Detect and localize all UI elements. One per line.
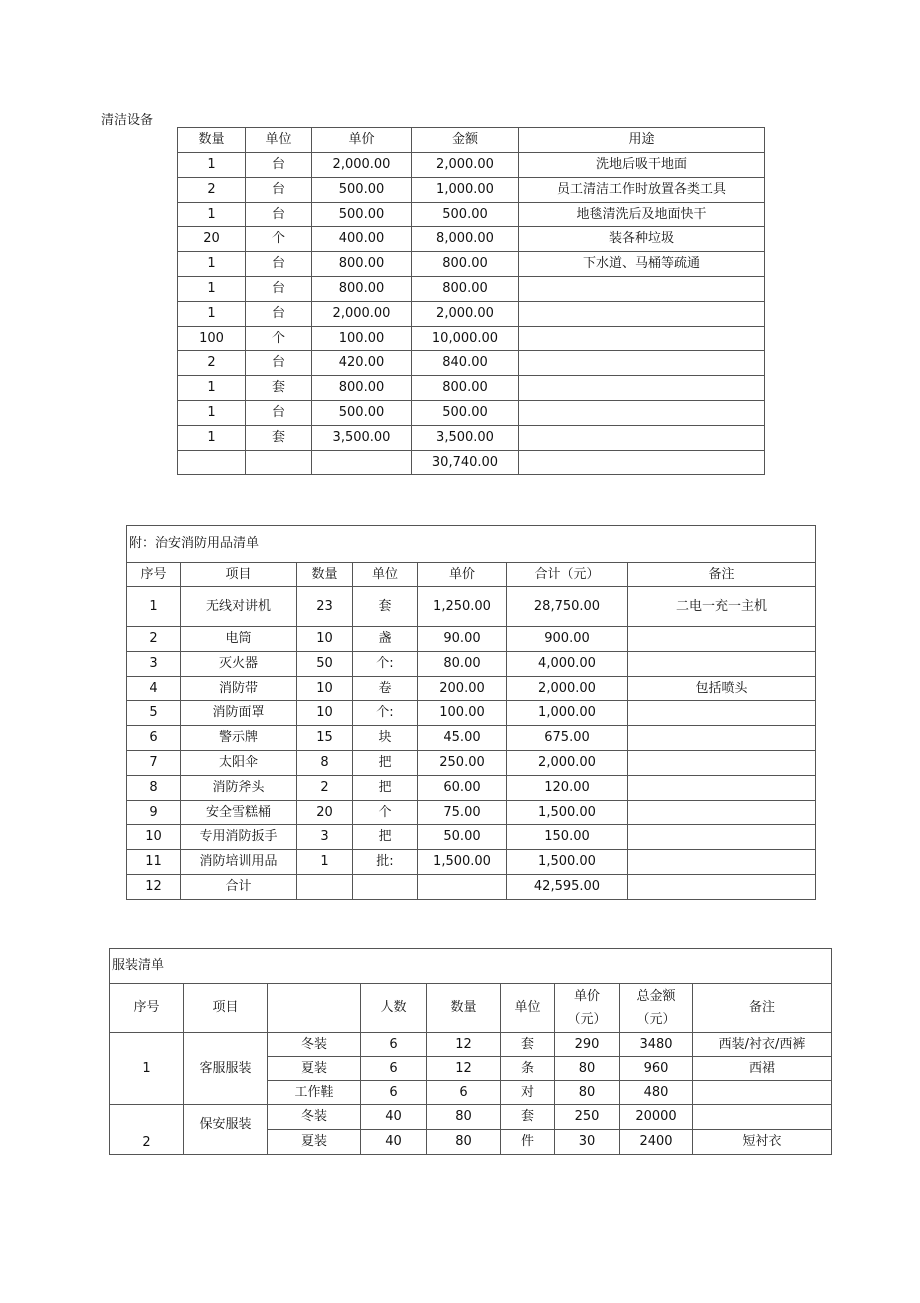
fire-header-row [127, 563, 816, 587]
table-cell: 件 [501, 1130, 555, 1155]
total-header-line2: （元） [636, 1011, 676, 1027]
table-cell: 800.00 [412, 376, 519, 401]
table-cell [519, 450, 765, 475]
table-row [178, 351, 765, 376]
table-cell: 3 [297, 825, 353, 850]
header-cell: 备注 [628, 563, 816, 587]
cleaning-section-title: 清洁设备 [101, 113, 154, 128]
uniform-table [109, 948, 832, 1155]
table-cell: 420.00 [312, 351, 412, 376]
table-cell: 装各种垃圾 [519, 227, 765, 252]
table-cell: 个: [353, 651, 418, 676]
table-cell: 12 [127, 874, 181, 899]
header-cell: 人数 [361, 984, 427, 1033]
table-cell: 12 [427, 1033, 501, 1057]
header-cell: 序号 [127, 563, 181, 587]
table-cell [628, 750, 816, 775]
table-cell: 卷 [353, 676, 418, 701]
table-cell: 840.00 [412, 351, 519, 376]
table-cell: 1,500.00 [507, 800, 628, 825]
table-cell: 5 [127, 701, 181, 726]
table-cell: 员工清洁工作时放置各类工具 [519, 177, 765, 202]
table-cell: 8 [297, 750, 353, 775]
table-row [127, 726, 816, 751]
table-cell: 3,500.00 [312, 425, 412, 450]
table-cell: 800.00 [312, 376, 412, 401]
table-row [127, 651, 816, 676]
table-cell: 60.00 [418, 775, 507, 800]
table-cell: 1 [127, 587, 181, 627]
table-cell: 1 [178, 400, 246, 425]
header-cell: 数量 [178, 128, 246, 153]
table-cell: 消防带 [181, 676, 297, 701]
table-cell: 8 [127, 775, 181, 800]
header-cell: 单位 [246, 128, 312, 153]
table-cell: 10,000.00 [412, 326, 519, 351]
table-cell: 80 [555, 1057, 620, 1081]
header-cell: 数量 [297, 563, 353, 587]
table-row [178, 326, 765, 351]
table-cell: 消防培训用品 [181, 850, 297, 875]
group-item-cell: 客服服装 [184, 1033, 268, 1105]
table-cell: 400.00 [312, 227, 412, 252]
table-cell: 套 [246, 376, 312, 401]
table-cell: 250 [555, 1105, 620, 1130]
table-row [178, 376, 765, 401]
table-cell: 6 [361, 1057, 427, 1081]
table-cell: 台 [246, 177, 312, 202]
table-cell: 80 [555, 1081, 620, 1105]
table-row [178, 301, 765, 326]
table-cell: 盏 [353, 627, 418, 652]
table-cell: 二电一充一主机 [628, 587, 816, 627]
table-row [178, 276, 765, 301]
table-cell [519, 376, 765, 401]
table-cell: 4 [127, 676, 181, 701]
table-cell: 45.00 [418, 726, 507, 751]
table-cell: 3,500.00 [412, 425, 519, 450]
table-row [178, 202, 765, 227]
table-cell: 900.00 [507, 627, 628, 652]
table-row [178, 227, 765, 252]
table-cell [178, 450, 246, 475]
table-cell: 2 [178, 351, 246, 376]
table-cell: 28,750.00 [507, 587, 628, 627]
table-cell: 地毯清洗后及地面快干 [519, 202, 765, 227]
table-cell: 个 [246, 326, 312, 351]
table-cell: 500.00 [312, 202, 412, 227]
cleaning-equipment-table [177, 127, 765, 475]
table-row [178, 153, 765, 178]
fire-safety-table [126, 525, 816, 900]
header-cell [620, 984, 693, 1033]
table-cell: 1 [178, 202, 246, 227]
table-cell [693, 1105, 832, 1130]
table-row [127, 825, 816, 850]
table-cell: 40 [361, 1130, 427, 1155]
table-cell: 2,000.00 [507, 676, 628, 701]
table-cell: 800.00 [312, 252, 412, 277]
header-cell: 单位 [501, 984, 555, 1033]
table-cell [628, 775, 816, 800]
header-cell: 单价 [418, 563, 507, 587]
table-cell: 把 [353, 750, 418, 775]
table-cell: 冬装 [268, 1033, 361, 1057]
table-cell [628, 701, 816, 726]
table-cell: 套 [501, 1033, 555, 1057]
table-cell: 500.00 [412, 202, 519, 227]
table-cell: 675.00 [507, 726, 628, 751]
header-cell: 数量 [427, 984, 501, 1033]
table-cell [628, 651, 816, 676]
table-row [178, 400, 765, 425]
table-cell: 200.00 [418, 676, 507, 701]
table-cell: 西装/衬衣/西裤 [693, 1033, 832, 1057]
table-cell [519, 425, 765, 450]
table-cell: 10 [297, 676, 353, 701]
table-cell: 30 [555, 1130, 620, 1155]
table-cell: 电筒 [181, 627, 297, 652]
table-cell [353, 874, 418, 899]
table-cell: 6 [361, 1081, 427, 1105]
table-cell: 50.00 [418, 825, 507, 850]
table-cell [628, 825, 816, 850]
table-cell: 6 [361, 1033, 427, 1057]
table-cell: 个: [353, 701, 418, 726]
table-cell: 80.00 [418, 651, 507, 676]
table-cell: 800.00 [412, 276, 519, 301]
group-item-cell: 保安服装 [184, 1105, 268, 1155]
table-cell: 1 [178, 425, 246, 450]
fire-section-title: 附：治安消防用品清单 [127, 526, 816, 563]
table-cell: 个 [353, 800, 418, 825]
group-seq-cell: 1 [110, 1033, 184, 1105]
table-cell: 2 [178, 177, 246, 202]
table-cell: 专用消防扳手 [181, 825, 297, 850]
table-cell: 1,000.00 [507, 701, 628, 726]
table-cell: 480 [620, 1081, 693, 1105]
table-cell: 2,000.00 [312, 301, 412, 326]
table-cell [297, 874, 353, 899]
table-cell [519, 301, 765, 326]
header-cell [268, 984, 361, 1033]
table-cell: 条 [501, 1057, 555, 1081]
table-cell: 对 [501, 1081, 555, 1105]
table-cell: 4,000.00 [507, 651, 628, 676]
table-cell [246, 450, 312, 475]
table-cell: 1 [178, 153, 246, 178]
table-cell: 台 [246, 301, 312, 326]
header-cell: 单位 [353, 563, 418, 587]
table-cell: 20 [178, 227, 246, 252]
table-cell: 2400 [620, 1130, 693, 1155]
table-cell: 块 [353, 726, 418, 751]
table-cell: 台 [246, 202, 312, 227]
table-cell: 套 [501, 1105, 555, 1130]
table-row [178, 177, 765, 202]
table-cell: 台 [246, 153, 312, 178]
table-cell: 套 [246, 425, 312, 450]
table-cell: 100.00 [312, 326, 412, 351]
table-cell: 1 [178, 276, 246, 301]
table-cell: 消防斧头 [181, 775, 297, 800]
table-cell: 10 [297, 627, 353, 652]
table-cell [628, 850, 816, 875]
table-cell: 500.00 [312, 177, 412, 202]
table-cell: 2 [127, 627, 181, 652]
table-row [127, 775, 816, 800]
table-cell: 台 [246, 400, 312, 425]
table-cell: 20000 [620, 1105, 693, 1130]
table-cell [628, 800, 816, 825]
table-cell: 20 [297, 800, 353, 825]
table-cell: 2,000.00 [412, 301, 519, 326]
table-cell: 夏装 [268, 1057, 361, 1081]
table-cell: 无线对讲机 [181, 587, 297, 627]
table-cell: 75.00 [418, 800, 507, 825]
header-cell: 备注 [693, 984, 832, 1033]
table-cell: 台 [246, 351, 312, 376]
table-cell: 2 [297, 775, 353, 800]
table-cell: 台 [246, 252, 312, 277]
table-cell: 23 [297, 587, 353, 627]
table-cell: 1,250.00 [418, 587, 507, 627]
table-cell: 下水道、马桶等疏通 [519, 252, 765, 277]
table-row [127, 627, 816, 652]
uniform-header-row [110, 984, 832, 1033]
table-cell: 工作鞋 [268, 1081, 361, 1105]
table-cell: 个 [246, 227, 312, 252]
table-cell: 290 [555, 1033, 620, 1057]
table-cell [693, 1081, 832, 1105]
table-cell: 灭火器 [181, 651, 297, 676]
table-cell: 1,500.00 [418, 850, 507, 875]
table-cell: 150.00 [507, 825, 628, 850]
table-cell: 夏装 [268, 1130, 361, 1155]
table-cell [628, 726, 816, 751]
table-cell: 500.00 [312, 400, 412, 425]
table-row [127, 701, 816, 726]
header-cell: 单价 [312, 128, 412, 153]
table-cell [628, 627, 816, 652]
cleaning-header-row [178, 128, 765, 153]
uniform-section-title: 服装清单 [110, 949, 832, 984]
table-cell: 6 [127, 726, 181, 751]
table-cell: 短衬衣 [693, 1130, 832, 1155]
header-cell: 项目 [181, 563, 297, 587]
table-cell [312, 450, 412, 475]
table-cell: 2,000.00 [507, 750, 628, 775]
table-cell: 警示牌 [181, 726, 297, 751]
table-cell: 120.00 [507, 775, 628, 800]
table-cell: 批: [353, 850, 418, 875]
group-seq-cell: 2 [110, 1105, 184, 1155]
table-cell: 9 [127, 800, 181, 825]
table-cell: 合计 [181, 874, 297, 899]
table-cell: 50 [297, 651, 353, 676]
table-cell: 1 [178, 252, 246, 277]
table-cell: 2,000.00 [312, 153, 412, 178]
table-cell: 套 [353, 587, 418, 627]
header-cell: 用途 [519, 128, 765, 153]
header-cell: 项目 [184, 984, 268, 1033]
table-cell [519, 400, 765, 425]
table-cell: 把 [353, 775, 418, 800]
table-cell: 包括喷头 [628, 676, 816, 701]
header-cell: 金额 [412, 128, 519, 153]
table-cell: 11 [127, 850, 181, 875]
table-cell: 90.00 [418, 627, 507, 652]
table-row [127, 800, 816, 825]
table-cell: 15 [297, 726, 353, 751]
table-cell: 太阳伞 [181, 750, 297, 775]
table-cell: 冬装 [268, 1105, 361, 1130]
table-cell: 3480 [620, 1033, 693, 1057]
table-row [127, 676, 816, 701]
table-cell: 80 [427, 1130, 501, 1155]
table-row [110, 1033, 832, 1057]
table-cell: 7 [127, 750, 181, 775]
table-cell: 12 [427, 1057, 501, 1081]
table-cell: 1,500.00 [507, 850, 628, 875]
table-cell [519, 276, 765, 301]
table-row [127, 874, 816, 899]
table-cell: 100 [178, 326, 246, 351]
table-row [127, 750, 816, 775]
table-row [127, 587, 816, 627]
table-cell: 西裙 [693, 1057, 832, 1081]
table-cell: 100.00 [418, 701, 507, 726]
price-header-line2: （元） [567, 1011, 607, 1027]
price-header-line1: 单价 [573, 988, 600, 1004]
table-cell: 3 [127, 651, 181, 676]
table-cell [519, 351, 765, 376]
table-cell: 960 [620, 1057, 693, 1081]
table-cell: 8,000.00 [412, 227, 519, 252]
table-row [127, 850, 816, 875]
table-cell: 10 [297, 701, 353, 726]
table-cell: 1 [178, 376, 246, 401]
table-row [178, 450, 765, 475]
total-header-line1: 总金额 [636, 988, 676, 1004]
table-cell: 80 [427, 1105, 501, 1130]
table-cell: 消防面罩 [181, 701, 297, 726]
table-cell: 250.00 [418, 750, 507, 775]
table-cell [628, 874, 816, 899]
table-cell [519, 326, 765, 351]
table-cell: 1 [297, 850, 353, 875]
table-row [178, 252, 765, 277]
table-row [178, 425, 765, 450]
table-cell: 把 [353, 825, 418, 850]
table-row [110, 1105, 832, 1130]
table-cell: 安全雪糕桶 [181, 800, 297, 825]
table-cell: 10 [127, 825, 181, 850]
table-cell: 500.00 [412, 400, 519, 425]
table-cell: 6 [427, 1081, 501, 1105]
table-cell: 800.00 [412, 252, 519, 277]
table-cell: 40 [361, 1105, 427, 1130]
table-cell: 30,740.00 [412, 450, 519, 475]
table-cell: 2,000.00 [412, 153, 519, 178]
table-cell: 台 [246, 276, 312, 301]
table-cell: 42,595.00 [507, 874, 628, 899]
header-cell [555, 984, 620, 1033]
header-cell: 序号 [110, 984, 184, 1033]
header-cell: 合计（元） [507, 563, 628, 587]
table-cell: 800.00 [312, 276, 412, 301]
table-cell: 1,000.00 [412, 177, 519, 202]
table-cell: 1 [178, 301, 246, 326]
table-cell [418, 874, 507, 899]
table-cell: 洗地后吸干地面 [519, 153, 765, 178]
